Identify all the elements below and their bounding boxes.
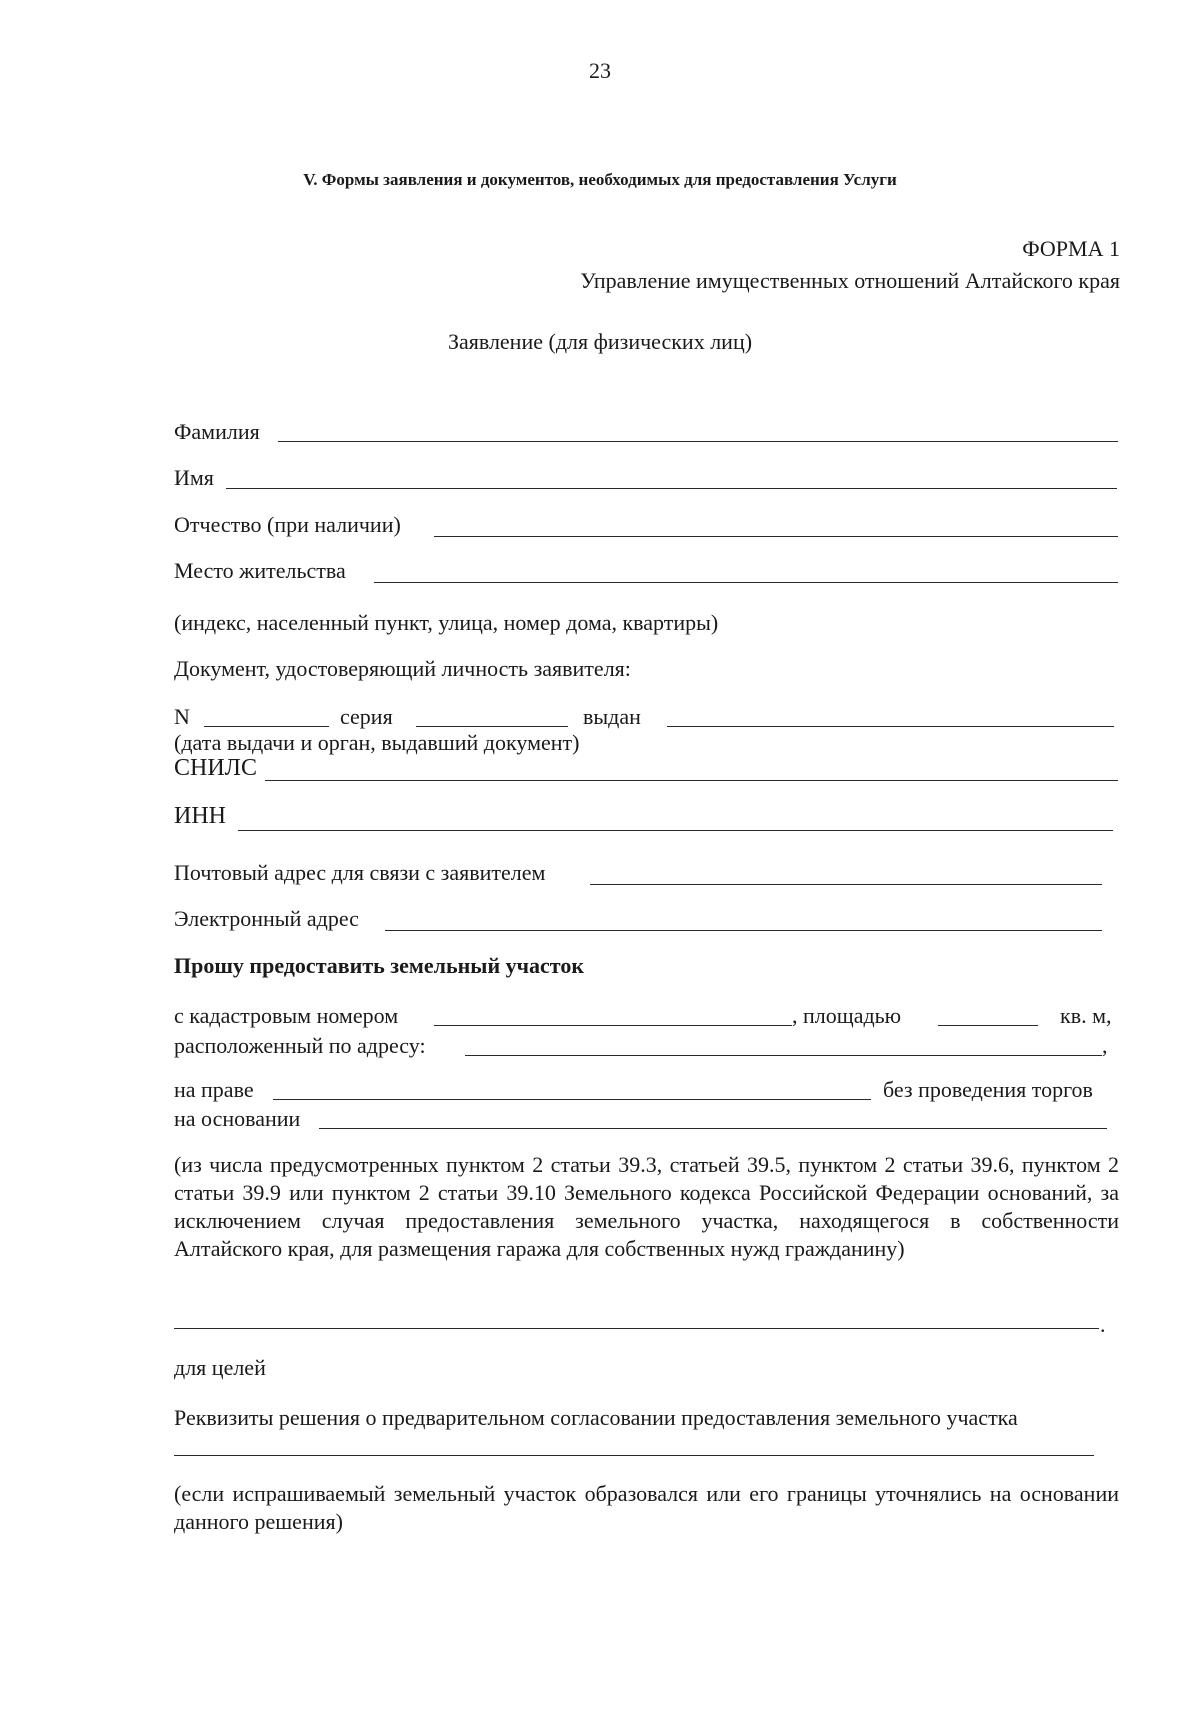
cadastral-field[interactable] [434,1025,792,1026]
surname-field[interactable] [278,441,1118,442]
no-auction-label: без проведения торгов [883,1077,1093,1102]
patronymic-field[interactable] [434,536,1118,537]
doc-series-field[interactable] [416,726,568,727]
location-comma: , [1102,1033,1108,1058]
email-label: Электронный адрес [174,906,359,931]
name-label: Имя [174,465,214,490]
basis-extra-field[interactable] [174,1328,1099,1329]
page-number: 23 [589,58,611,83]
basis-label: на основании [174,1106,301,1131]
inn-label: ИНН [174,803,226,829]
decision-note: (если испрашиваемый земельный участок образовался или его границы уточнялись на основании данного решения) [174,1481,1119,1534]
location-field[interactable] [465,1055,1102,1056]
inn-field[interactable] [238,830,1113,831]
doc-number-label: N [174,704,190,729]
document-title: Заявление (для физических лиц) [447,329,753,354]
email-field[interactable] [385,930,1102,931]
surname-label: Фамилия [174,419,260,444]
right-field[interactable] [273,1099,871,1100]
snils-label: СНИЛС [174,755,257,781]
area-field[interactable] [938,1025,1038,1026]
section-title: V. Формы заявления и документов, необходимых для предоставления Услуги [303,170,897,189]
id-document-label: Документ, удостоверяющий личность заявителя: [174,656,631,681]
decision-details-field[interactable] [174,1455,1094,1456]
residence-label: Место жительства [174,558,346,583]
recipient: Управление имущественных отношений Алтайского края [580,268,1120,293]
doc-issued-hint: (дата выдачи и орган, выдавший документ) [174,730,580,755]
decision-details-label: Реквизиты решения о предварительном согласовании предоставления земельного участка [174,1405,1018,1430]
location-label: расположенный по адресу: [174,1033,426,1058]
doc-series-label: серия [340,704,393,729]
doc-issued-field[interactable] [667,726,1114,727]
form-label: ФОРМА 1 [1022,236,1120,261]
postal-address-label: Почтовый адрес для связи с заявителем [174,860,546,885]
purpose-label: для целей [174,1355,266,1380]
basis-note: (из числа предусмотренных пунктом 2 статьи 39.3, статьей 39.5, пунктом 2 статьи 39.6, пунктом 2 статьи 39.9 или пунктом 2 статьи 39.10 Земельного кодекса Российской Федерации оснований, за исключением случая предоставления земельного участка, находящегося в собственности Алтайского края, для размещения гаража для собственных нужд гражданину) [174,1152,1119,1261]
patronymic-label: Отчество (при наличии) [174,512,401,537]
snils-field[interactable] [265,780,1118,781]
request-heading: Прошу предоставить земельный участок [174,953,584,978]
doc-issued-label: выдан [583,704,641,729]
right-label: на праве [174,1077,254,1102]
basis-field[interactable] [319,1128,1107,1129]
doc-number-field[interactable] [204,726,329,727]
residence-field[interactable] [374,582,1118,583]
cadastral-label: с кадастровым номером [174,1003,399,1028]
basis-period: . [1100,1312,1106,1337]
residence-hint: (индекс, населенный пункт, улица, номер дома, квартиры) [174,610,719,635]
name-field[interactable] [226,488,1117,489]
postal-address-field[interactable] [590,884,1102,885]
area-unit: кв. м, [1060,1003,1112,1028]
area-label: , площадью [792,1003,902,1028]
